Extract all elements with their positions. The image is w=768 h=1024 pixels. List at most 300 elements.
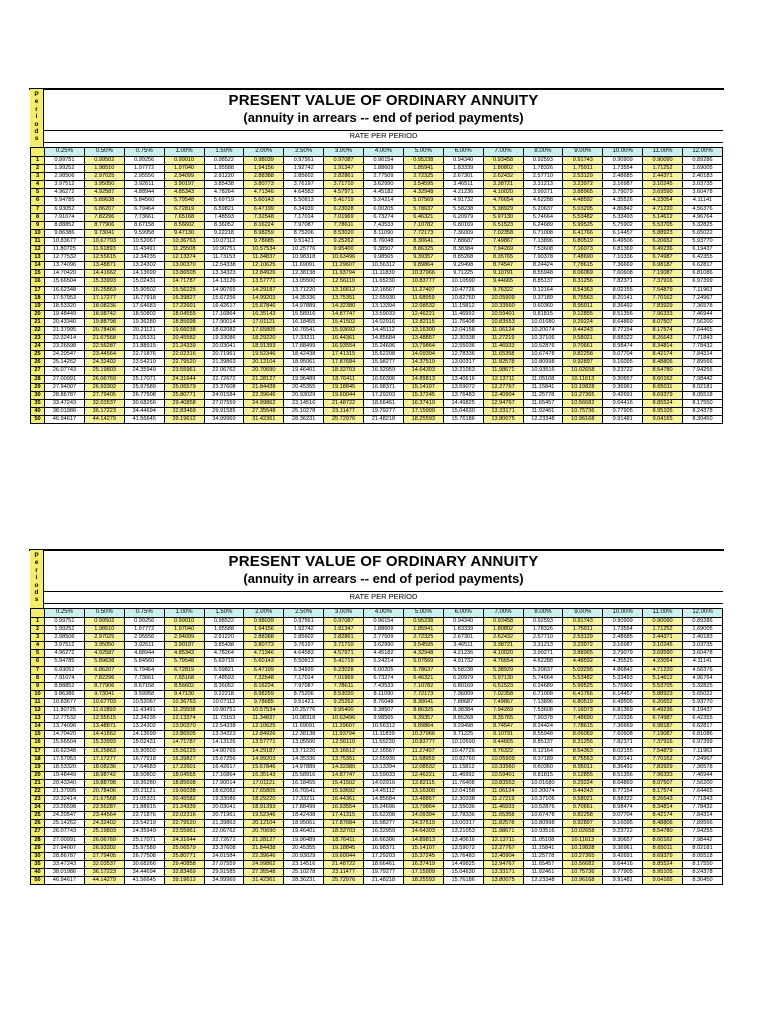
pv-factor-cell: 6.51523 (483, 682, 523, 690)
pv-factor-cell: 9.30657 (603, 375, 643, 383)
pv-factor-cell: 8.75206 (284, 229, 324, 237)
pv-factor-cell: 10.02658 (563, 828, 603, 836)
pv-factor-cell: 6.81086 (683, 731, 723, 739)
pv-factor-cell: 11.65457 (523, 399, 563, 407)
pv-factor-cell: 4.71346 (244, 650, 284, 658)
pv-factor-cell: 6.79464 (124, 666, 164, 674)
pv-factor-cell: 14.37519 (403, 820, 443, 828)
rate-header-cell: 4.00% (364, 609, 404, 618)
pv-factor-cell: 11.98671 (483, 828, 523, 836)
pv-factor-cell: 5.24214 (364, 658, 404, 666)
pv-factor-cell: 0.93458 (483, 618, 523, 626)
pv-factor-cell: 11.29607 (324, 723, 364, 731)
table-row (31, 205, 723, 213)
pv-factor-cell: 7.96333 (643, 771, 683, 779)
pv-factor-cell: 10.56682 (563, 399, 603, 407)
pv-factor-cell: 7.10782 (403, 682, 443, 690)
pv-factor-cell: 4.21236 (443, 650, 483, 658)
pv-factor-cell: 10.36763 (164, 698, 204, 706)
pv-factor-cell: 4.71220 (643, 666, 683, 674)
pv-factor-cell: 7.36009 (443, 229, 483, 237)
pv-factor-cell: 0.91743 (563, 157, 603, 165)
pv-factor-cell: 12.38138 (284, 731, 324, 739)
pv-factor-cell: 32.83469 (164, 407, 204, 415)
pv-factor-cell: 22.71876 (124, 351, 164, 359)
pv-factor-cell: 26.07743 (45, 367, 85, 375)
period-number-cell: 22 (31, 326, 45, 334)
table-row (31, 650, 723, 658)
pv-factor-cell: 18.25593 (403, 416, 443, 424)
pv-factor-cell: 11.69091 (284, 262, 324, 270)
pv-factor-cell: 14.49825 (443, 399, 483, 407)
pv-factor-cell: 16.66306 (364, 836, 404, 844)
pv-factor-cell: 5.03295 (563, 205, 603, 213)
pv-factor-cell: 0.97561 (284, 618, 324, 626)
pv-factor-cell: 26.93302 (84, 383, 124, 391)
pv-factor-cell: 17.01121 (244, 779, 284, 787)
pv-factor-cell: 6.80519 (563, 237, 603, 245)
pv-factor-cell: 3.71710 (324, 181, 364, 189)
period-number-cell: 15 (31, 270, 45, 278)
pv-factor-cell: 0.90090 (643, 157, 683, 165)
pv-factor-cell: 12.38138 (284, 270, 324, 278)
pv-factor-cell: 9.29498 (443, 262, 483, 270)
rate-header-cell: 2.50% (284, 148, 324, 157)
pv-factor-cell: 8.56602 (164, 221, 204, 229)
pv-factor-cell: 3.97512 (45, 642, 85, 650)
pv-factor-cell: 7.01969 (324, 213, 364, 221)
pv-factor-cell: 10.82760 (443, 755, 483, 763)
pv-factor-cell: 9.58021 (563, 335, 603, 343)
pv-factor-cell: 24.32402 (84, 359, 124, 367)
pv-factor-cell: 22.06762 (204, 828, 244, 836)
pv-factor-cell: 5.75902 (603, 682, 643, 690)
pv-factor-cell: 0.99010 (164, 618, 204, 626)
rate-header-cell: 12.00% (683, 148, 723, 157)
pv-factor-cell: 7.84314 (683, 812, 723, 820)
pv-factor-cell: 11.43491 (124, 707, 164, 715)
pv-factor-cell: 14.90765 (204, 286, 244, 294)
pv-factor-cell: 22.72672 (204, 836, 244, 844)
pv-factor-cell: 38.01986 (45, 868, 85, 876)
period-number-cell: 35 (31, 399, 45, 407)
pv-factor-cell: 1.95588 (204, 165, 244, 173)
pv-factor-cell: 26.77508 (124, 852, 164, 860)
pv-factor-cell: 9.64416 (603, 399, 643, 407)
pv-factor-cell: 0.91743 (563, 618, 603, 626)
pv-factor-cell: 18.76411 (324, 836, 364, 844)
pv-factor-cell: 17.57953 (45, 294, 85, 302)
pv-factor-cell: 2.57710 (523, 173, 563, 181)
pv-factor-cell: 23.37608 (204, 844, 244, 852)
pv-factor-cell: 10.47726 (443, 747, 483, 755)
pv-factor-cell: 6.51523 (483, 221, 523, 229)
pv-factor-cell: 9.42691 (603, 852, 643, 860)
table-row (31, 383, 723, 391)
pv-factor-cell: 11.93794 (324, 270, 364, 278)
pv-factor-cell: 22.56287 (84, 343, 124, 351)
table-row (31, 715, 723, 723)
pv-factor-cell: 8.05518 (683, 852, 723, 860)
pv-factor-cell: 8.60162 (643, 375, 683, 383)
rate-header-cell: 0.25% (45, 609, 85, 618)
pv-factor-cell: 10.82760 (443, 294, 483, 302)
pv-factor-cell: 19.52346 (244, 812, 284, 820)
pv-factor-cell: 13.40616 (443, 375, 483, 383)
pv-factor-cell: 23.14516 (284, 399, 324, 407)
rate-header-cell: 2.00% (244, 148, 284, 157)
pv-factor-cell: 23.55961 (164, 828, 204, 836)
table-row (31, 318, 723, 326)
periods-letter: P (34, 552, 39, 559)
pv-factor-cell: 1.92742 (284, 626, 324, 634)
table-row (31, 237, 723, 245)
pv-factor-cell: 9.22218 (204, 229, 244, 237)
table-row (31, 254, 723, 262)
pv-factor-cell: 12.55615 (84, 254, 124, 262)
pv-factor-cell: 5.94785 (45, 197, 85, 205)
pv-factor-cell: 9.12164 (523, 747, 563, 755)
pv-factor-cell: 16.37419 (403, 860, 443, 868)
pv-factor-cell: 5.32825 (683, 682, 723, 690)
periods-letter: d (34, 128, 39, 136)
pv-factor-cell: 4.71346 (244, 189, 284, 197)
pv-factor-cell: 7.97087 (284, 221, 324, 229)
pv-factor-cell: 29.40858 (164, 860, 204, 868)
pv-factor-cell: 14.85684 (364, 796, 404, 804)
pv-factor-cell: 13.74096 (45, 723, 85, 731)
pv-factor-cell: 17.16864 (204, 771, 244, 779)
pv-factor-cell: 16.62348 (45, 747, 85, 755)
pv-factor-cell: 0.94340 (443, 157, 483, 165)
pv-factor-cell: 8.76048 (364, 698, 404, 706)
pv-factor-cell: 10.63496 (324, 715, 364, 723)
pv-factor-cell: 13.13394 (364, 763, 404, 771)
pv-factor-cell: 13.86505 (164, 731, 204, 739)
pv-factor-cell: 0.99751 (45, 157, 85, 165)
pv-factor-cell: 9.71225 (443, 270, 483, 278)
pv-factor-cell: 13.59072 (443, 383, 483, 391)
pv-factor-cell: 7.60608 (603, 270, 643, 278)
pv-factor-cell: 6.14457 (603, 690, 643, 698)
pv-factor-cell: 10.02658 (563, 367, 603, 375)
pv-factor-cell: 28.86787 (45, 391, 85, 399)
pv-factor-cell: 8.60162 (643, 836, 683, 844)
pv-factor-cell: 19.18845 (324, 383, 364, 391)
pv-factor-cell: 9.37189 (523, 294, 563, 302)
pv-factor-cell: 7.70162 (643, 755, 683, 763)
pv-factor-cell: 1.94156 (244, 165, 284, 173)
table-row (31, 779, 723, 787)
pv-factor-cell: 1.97772 (124, 626, 164, 634)
pv-factor-cell: 19.66038 (164, 787, 204, 795)
pv-factor-cell: 4.62288 (523, 197, 563, 205)
pv-factor-cell: 2.40183 (683, 634, 723, 642)
pv-factor-cell: 6.20652 (643, 698, 683, 706)
pv-factor-cell: 9.22218 (204, 690, 244, 698)
pv-factor-cell: 18.42438 (284, 351, 324, 359)
pv-factor-cell: 15.56225 (164, 747, 204, 755)
pv-factor-cell: 4.64583 (284, 650, 324, 658)
pv-factor-cell: 11.65457 (523, 860, 563, 868)
rate-header-cell: 2.50% (284, 609, 324, 618)
pv-factor-cell: 7.73661 (124, 674, 164, 682)
pv-factor-cell: 6.41766 (563, 229, 603, 237)
pv-factor-cell: 10.83777 (403, 278, 443, 286)
pv-factor-cell: 11.25778 (523, 852, 563, 860)
pv-factor-cell: 20.45355 (284, 844, 324, 852)
table-row (31, 367, 723, 375)
pv-factor-cell: 7.89566 (683, 820, 723, 828)
pv-factor-cell: 9.29498 (443, 723, 483, 731)
pv-factor-cell: 7.10336 (603, 254, 643, 262)
pv-factor-cell: 7.36578 (683, 763, 723, 771)
table-row (31, 310, 723, 318)
table-row (31, 326, 723, 334)
pv-factor-cell: 9.39357 (403, 715, 443, 723)
pv-factor-cell: 7.78432 (683, 804, 723, 812)
pv-factor-cell: 15.58916 (284, 771, 324, 779)
pv-factor-cell: 8.98474 (603, 343, 643, 351)
pv-factor-cell: 12.04158 (443, 326, 483, 334)
pv-factor-cell: 10.59401 (483, 310, 523, 318)
pv-factor-cell: 0.92593 (523, 157, 563, 165)
pv-factor-cell: 0.94340 (443, 618, 483, 626)
pv-factor-cell: 8.75563 (563, 755, 603, 763)
pv-factor-cell: 34.99969 (204, 416, 244, 424)
pv-factor-cell: 0.90909 (603, 618, 643, 626)
pv-factor-cell: 32.03537 (84, 860, 124, 868)
table-row (31, 189, 723, 197)
pv-factor-cell: 12.94767 (483, 399, 523, 407)
pv-factor-cell: 21.67568 (84, 796, 124, 804)
pv-factor-cell: 13.57771 (244, 278, 284, 286)
pv-factor-cell: 5.84560 (124, 197, 164, 205)
pv-factor-cell: 25.97589 (124, 844, 164, 852)
pv-factor-cell: 13.71220 (284, 747, 324, 755)
pv-factor-cell: 6.98187 (643, 723, 683, 731)
pv-factor-cell: 10.67478 (523, 351, 563, 359)
pv-factor-cell: 12.34235 (124, 254, 164, 262)
pv-factor-cell: 22.79520 (164, 820, 204, 828)
pv-factor-cell: 22.02316 (164, 351, 204, 359)
pv-factor-cell: 12.10625 (244, 723, 284, 731)
pv-factor-cell: 10.20074 (523, 787, 563, 795)
pv-factor-cell: 13.34323 (204, 270, 244, 278)
pv-factor-cell: 17.57953 (45, 755, 85, 763)
pv-factor-cell: 8.38384 (443, 707, 483, 715)
pv-factor-cell: 8.42174 (643, 351, 683, 359)
pv-factor-cell: 8.95011 (563, 763, 603, 771)
pv-factor-cell: 4.76654 (483, 197, 523, 205)
rate-per-period-label: RATE PER PERIOD (44, 130, 723, 143)
pv-factor-cell: 13.59072 (443, 844, 483, 852)
pv-factor-cell: 7.48690 (563, 715, 603, 723)
pv-factor-cell: 10.59401 (483, 771, 523, 779)
pv-factor-cell: 3.92611 (124, 642, 164, 650)
pv-factor-cell: 14.85684 (364, 335, 404, 343)
pv-factor-cell: 3.62990 (364, 642, 404, 650)
periods-letter: P (34, 91, 39, 98)
pv-factor-cell: 12.84926 (244, 731, 284, 739)
pv-factor-cell: 12.16567 (364, 286, 404, 294)
table-row (31, 820, 723, 828)
pv-factor-cell: 34.44694 (124, 407, 164, 415)
pv-factor-cell: 23.44564 (84, 351, 124, 359)
pv-factor-cell: 20.43340 (45, 779, 85, 787)
pv-factor-cell: 3.38721 (483, 642, 523, 650)
pv-factor-cell: 19.33086 (204, 335, 244, 343)
pv-factor-cell: 13.57771 (244, 739, 284, 747)
pv-factor-cell: 3.76197 (284, 181, 324, 189)
pv-factor-cell: 8.77154 (603, 326, 643, 334)
table-row (31, 690, 723, 698)
pv-factor-cell: 13.16300 (403, 787, 443, 795)
pv-factor-cell: 4.10020 (483, 650, 523, 658)
pv-factor-cell: 9.10791 (483, 731, 523, 739)
pv-factor-cell: 6.71008 (523, 690, 563, 698)
pv-factor-cell: 12.04158 (443, 787, 483, 795)
pv-factor-cell: 14.64303 (403, 828, 443, 836)
period-number-cell: 4 (31, 181, 45, 189)
pv-factor-cell: 17.87684 (324, 359, 364, 367)
pv-factor-cell: 5.38929 (483, 666, 523, 674)
pv-factor-cell: 9.07704 (603, 812, 643, 820)
pv-factor-cell: 10.10590 (443, 278, 483, 286)
table-row (31, 698, 723, 706)
table-row (31, 626, 723, 634)
pv-factor-cell: 16.32959 (364, 828, 404, 836)
table-row (31, 787, 723, 795)
period-number-cell: 40 (31, 407, 45, 415)
table-subtitle: (annuity in arrears -- end of period payments) (243, 571, 524, 586)
pv-factor-cell: 28.36231 (284, 416, 324, 424)
pv-factor-cell: 10.33560 (483, 763, 523, 771)
pv-factor-cell: 7.72173 (403, 690, 443, 698)
pv-factor-cell: 14.90765 (204, 747, 244, 755)
pv-factor-cell: 4.86842 (603, 666, 643, 674)
pv-factor-cell: 26.07743 (45, 828, 85, 836)
pv-factor-cell: 18.66461 (364, 399, 404, 407)
pv-factor-cell: 7.88687 (443, 237, 483, 245)
pv-factor-cell: 1.92742 (284, 165, 324, 173)
pv-factor-cell: 10.93516 (523, 367, 563, 375)
pv-factor-cell: 1.91347 (324, 626, 364, 634)
pv-factor-cell: 5.60143 (244, 658, 284, 666)
period-number-cell: 6 (31, 197, 45, 205)
pv-factor-cell: 2.40183 (683, 173, 723, 181)
pv-factor-cell: 25.06579 (164, 383, 204, 391)
pv-factor-cell: 2.91220 (204, 634, 244, 642)
pv-factor-cell: 3.99271 (523, 650, 563, 658)
table-title: PRESENT VALUE OF ORDINARY ANNUITY (228, 92, 539, 109)
period-number-cell: 21 (31, 779, 45, 787)
pv-factor-cell: 4.56376 (683, 666, 723, 674)
pv-factor-cell: 7.98442 (683, 836, 723, 844)
pv-factor-cell: 13.00317 (443, 359, 483, 367)
period-number-cell: 28 (31, 836, 45, 844)
pv-factor-cell: 0.99502 (84, 157, 124, 165)
pv-factor-cell: 9.76322 (483, 286, 523, 294)
pv-factor-cell: 19.96489 (284, 836, 324, 844)
pv-factor-cell: 7.78615 (563, 262, 603, 270)
pv-factor-cell: 4.96764 (683, 674, 723, 682)
rate-header-cell: 6.00% (443, 609, 483, 618)
pv-factor-cell: 9.92897 (563, 820, 603, 828)
pv-factor-cell: 3.69590 (643, 650, 683, 658)
pv-factor-cell: 8.64869 (603, 318, 643, 326)
pv-factor-cell: 4.76654 (483, 658, 523, 666)
pv-factor-cell: 7.43533 (364, 221, 404, 229)
pv-factor-cell: 8.34814 (643, 804, 683, 812)
pv-factor-cell: 9.38507 (364, 246, 404, 254)
pv-factor-cell: 7.84314 (683, 351, 723, 359)
pv-factor-cell: 23.11477 (324, 868, 364, 876)
pv-factor-cell: 23.26598 (45, 804, 85, 812)
pv-factor-cell: 3.76197 (284, 642, 324, 650)
pv-factor-cell: 5.53482 (563, 213, 603, 221)
table-row (31, 634, 723, 642)
pv-factor-cell: 2.62432 (483, 634, 523, 642)
pv-factor-cell: 2.77509 (364, 173, 404, 181)
pv-factor-cell: 12.30338 (443, 335, 483, 343)
pv-factor-cell: 14.29187 (244, 286, 284, 294)
pv-factor-cell: 13.33171 (483, 407, 523, 415)
pv-factor-cell: 27.35548 (244, 868, 284, 876)
pv-factor-cell: 20.71961 (204, 351, 244, 359)
pv-factor-cell: 3.62990 (364, 181, 404, 189)
pv-factor-cell: 17.15909 (403, 868, 443, 876)
pv-factor-cell: 39.19612 (164, 877, 204, 885)
pv-factor-cell: 8.54363 (563, 286, 603, 294)
pv-factor-cell: 10.52876 (523, 343, 563, 351)
pv-factor-cell: 0.98522 (204, 618, 244, 626)
pv-factor-cell: 18.98742 (84, 310, 124, 318)
pv-factor-cell: 18.85698 (164, 779, 204, 787)
pv-factor-cell: 13.79864 (403, 804, 443, 812)
pv-factor-cell: 0.99502 (84, 618, 124, 626)
pv-factor-cell: 21.05331 (124, 796, 164, 804)
pv-factor-cell: 13.48871 (84, 723, 124, 731)
pv-factor-cell: 9.39357 (403, 254, 443, 262)
pv-factor-cell: 13.16612 (324, 747, 364, 755)
pv-factor-cell: 5.53482 (563, 674, 603, 682)
pv-factor-cell: 8.05518 (683, 391, 723, 399)
pv-factor-cell: 7.32548 (244, 213, 284, 221)
pv-factor-cell: 16.76541 (284, 787, 324, 795)
pv-factor-cell: 7.13896 (523, 698, 563, 706)
table-row (31, 294, 723, 302)
pv-factor-cell: 2.97025 (84, 634, 124, 642)
pv-factor-cell: 8.02155 (603, 747, 643, 755)
pv-factor-cell: 8.85137 (523, 739, 563, 747)
pv-factor-cell: 12.55615 (84, 715, 124, 723)
pv-factor-cell: 2.82861 (324, 634, 364, 642)
pv-factor-cell: 12.54338 (204, 262, 244, 270)
pv-factor-cell: 10.98318 (284, 254, 324, 262)
period-number-cell: 8 (31, 674, 45, 682)
pv-factor-cell: 9.82258 (563, 812, 603, 820)
pv-factor-cell: 5.33493 (603, 674, 643, 682)
pv-factor-cell: 7.94269 (483, 707, 523, 715)
pv-factor-cell: 13.80075 (483, 877, 523, 885)
pv-factor-cell: 6.34939 (284, 666, 324, 674)
pv-factor-cell: 8.26643 (643, 335, 683, 343)
pv-factor-cell: 8.75206 (284, 690, 324, 698)
pv-factor-cell: 10.19828 (563, 844, 603, 852)
pv-factor-cell: 13.48871 (84, 262, 124, 270)
pv-factor-cell: 20.21121 (124, 326, 164, 334)
